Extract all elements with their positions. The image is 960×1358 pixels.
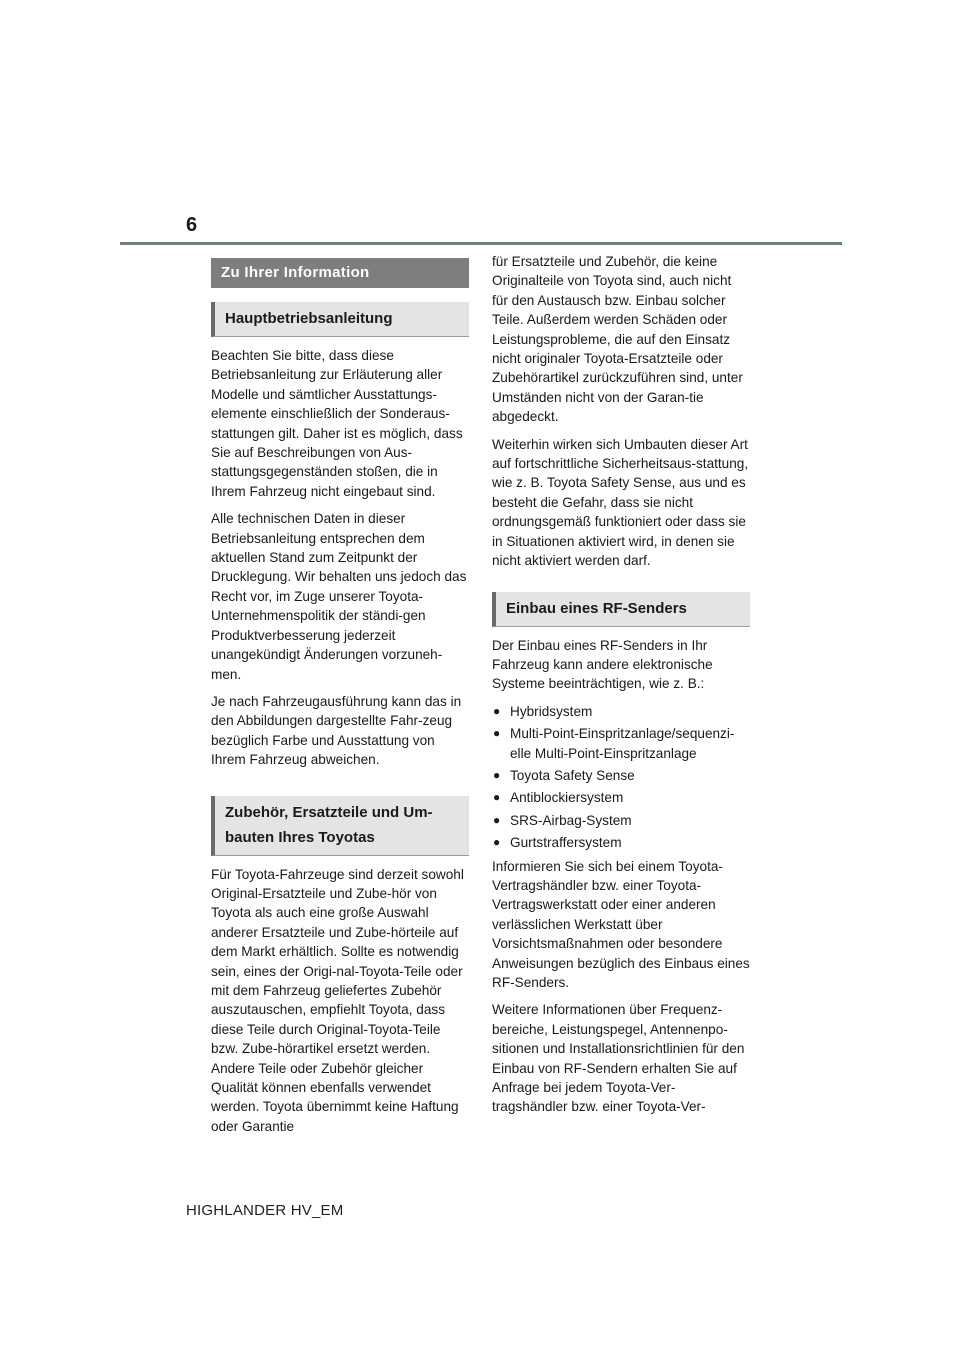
- paragraph: Weitere Informationen über Frequenz-bereiche, Leistungspegel, Antennenpo-sitionen und Installationsrichtlinien für den Einbau von RF-Sendern erhalten Sie auf Anfrage bei jedem Toyota-Ver-tragshändler bzw. einer Toyota-Ver-: [492, 1002, 745, 1115]
- header-rule: [120, 242, 842, 245]
- paragraph: Beachten Sie bitte, dass diese Betriebsanleitung zur Erläuterung aller Modelle und sämtlicher Ausstattungs-elemente einschließlich der Sonderaus-stattungen gilt. Daher ist es möglich, dass Sie auf Beschreibungen von Aus-stattungsgegenständen stoßen, die in Ihrem Fahrzeug nicht eingebaut sind.: [211, 348, 463, 499]
- section-heading-zubehoer: [211, 796, 469, 856]
- paragraph: Je nach Fahrzeugausführung kann das in den Abbildungen dargestellte Fahr-zeug bezüglich Farbe und Ausstattung von Ihrem Fahrzeug abweichen.: [211, 693, 462, 768]
- paragraph: Der Einbau eines RF-Senders in Ihr Fahrzeug kann andere elektronische Systeme beeinträchtigen, wie z. B.:: [492, 637, 713, 692]
- paragraph: Weiterhin wirken sich Umbauten dieser Art auf fortschrittliche Sicherheitsaus-stattung, wie z. B. Toyota Safety Sense, aus und es besteht die Gefahr, dass sie nicht ordnungsgemäß funktioniert oder dass sie in Situationen aktiviert wird, in denen sie nicht aktiviert werden darf.: [492, 436, 749, 569]
- left-column: [211, 258, 469, 1144]
- bullet-list: [492, 702, 750, 853]
- bullet-icon: ●: [493, 812, 501, 827]
- list-item: ● Multi-Point-Einspritzanlage/sequenzi-elle Multi-Point-Einspritzanlage: [493, 726, 735, 761]
- list-item: ● Hybridsystem: [492, 702, 750, 721]
- bullet-icon: ●: [493, 767, 501, 782]
- bullet-icon: ●: [493, 790, 501, 805]
- paragraph: Informieren Sie sich bei einem Toyota-Vertragshändler bzw. einer Toyota-Vertragswerkstatt oder einer anderen verlässlichen Werkstatt über Vorsichtsmaßnahmen oder besondere Anweisungen bezüglich des Einbaus eines RF-Senders.: [492, 858, 750, 990]
- list-item: ● Gurtstraffersystem: [492, 833, 750, 852]
- list-item: ● Antiblockiersystem: [492, 788, 750, 807]
- bullet-icon: ●: [493, 703, 501, 718]
- section-heading-hauptbetriebsanleitung: Hauptbetriebsanleitung: [211, 302, 469, 337]
- bullet-icon: ●: [493, 726, 501, 741]
- bullet-icon: ●: [493, 835, 501, 850]
- right-column: [492, 252, 750, 1125]
- section-heading-rf-sender: Einbau eines RF-Senders: [492, 592, 750, 627]
- section-heading-line: Zubehör, Ersatzteile und Um-: [225, 803, 433, 821]
- footer-model-code: HIGHLANDER HV_EM: [186, 1202, 344, 1219]
- list-item: ● Toyota Safety Sense: [492, 766, 750, 785]
- paragraph: Für Toyota-Fahrzeuge sind derzeit sowohl Original-Ersatzteile und Zube-hör von Toyota als auch eine große Auswahl anderer Ersatzteile und Zube-hörteile auf dem Markt erhältlich. Sollte es notwendig sein, eines der Origi-nal-Toyota-Teile oder mit dem Fahrzeug geliefertes Zubehör auszutauschen, empfiehlt Toyota, dass diese Teile durch Original-Toyota-Teile bzw. Zube-hörartikel ersetzt werden. Andere Teile oder Zubehör gleicher Qualität können ebenfalls verwendet werden. Toyota übernimmt keine Haftung oder Garantie: [211, 866, 464, 1134]
- list-item: ● SRS-Airbag-System: [492, 811, 750, 830]
- page-number: 6: [186, 214, 198, 236]
- chapter-heading: Zu Ihrer Information: [211, 258, 469, 288]
- section-heading-line: bauten Ihres Toyotas: [225, 828, 375, 846]
- paragraph: Alle technischen Daten in dieser Betriebsanleitung entsprechen dem aktuellen Stand zum Zeitpunkt der Drucklegung. Wir behalten uns jedoch das Recht vor, im Zuge unserer Toyota-Unternehmenspolitik der ständi-gen Produktverbesserung jederzeit unangekündigt Änderungen vorzuneh-men.: [211, 511, 467, 682]
- paragraph: für Ersatzteile und Zubehör, die keine Originalteile von Toyota sind, auch nicht für den Austausch bzw. Einbau solcher Teile. Außerdem werden Schäden oder Leistungsprobleme, die auf den Einsatz nicht originaler Toyota-Ersatzteile oder Zubehörartikel zurückzuführen sind, unter Umständen nicht von der Garan-tie abgedeckt.: [492, 254, 743, 425]
